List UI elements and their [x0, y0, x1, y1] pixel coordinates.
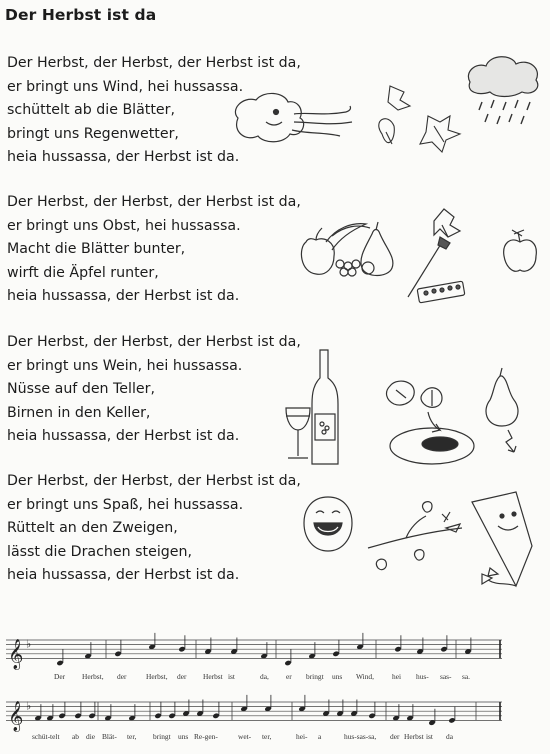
- falling-leaves-illustration: [370, 82, 470, 164]
- lyric-syllable: ter,: [262, 732, 272, 741]
- lyric-syllable: der: [390, 732, 400, 741]
- lyric-syllable: Blät-: [102, 732, 117, 741]
- lyric-syllable: hus-sas-sa,: [344, 732, 377, 741]
- music-staff-1: [6, 630, 502, 682]
- lyric-syllable: da: [446, 732, 453, 741]
- verse-line: bringt uns Regenwetter,: [7, 125, 179, 142]
- verse-line: er bringt uns Obst, hei hussassa.: [7, 217, 241, 234]
- kite-branch-illustration: [366, 488, 548, 590]
- lyric-syllable: ist: [228, 672, 235, 681]
- verse-line: Der Herbst, der Herbst, der Herbst ist da,: [7, 55, 301, 71]
- lyric-syllable: er: [286, 672, 292, 681]
- lyric-syllable: bringt: [153, 732, 171, 741]
- verse-line: er bringt uns Wein, hei hussassa.: [7, 357, 243, 374]
- lyric-syllable: ist: [426, 732, 433, 741]
- verse-line: heia hussassa, der Herbst ist da.: [7, 567, 240, 584]
- pear-illustration: [480, 366, 540, 466]
- lyric-syllable: Re-gen-: [194, 732, 218, 741]
- lyric-syllable: Herbst: [404, 732, 424, 741]
- lyric-syllable: Der: [54, 672, 66, 681]
- verse-line: heia hussassa, der Herbst ist da.: [7, 428, 240, 445]
- lyric-syllable: uns: [332, 672, 343, 681]
- lyric-syllable: a: [318, 732, 322, 741]
- verse-line: er bringt uns Spaß, hei hussassa.: [7, 496, 244, 513]
- flat-sign-icon: ♭: [26, 699, 32, 713]
- verse-line: wirft die Äpfel runter,: [7, 264, 159, 281]
- verse-line: heia hussassa, der Herbst ist da.: [7, 288, 240, 305]
- verse-line: Birnen in den Keller,: [7, 404, 151, 421]
- verse-line: er bringt uns Wind, hei hussassa.: [7, 78, 244, 95]
- verse-line: Der Herbst, der Herbst, der Herbst ist da,: [7, 473, 301, 489]
- verse-line: lässt die Drachen steigen,: [7, 543, 193, 560]
- lyric-syllable: ab: [72, 732, 79, 741]
- lyric-syllable: sa.: [462, 672, 471, 681]
- lyric-syllable: ter,: [127, 732, 137, 741]
- treble-clef-icon: 𝄞: [8, 701, 24, 732]
- page-title: Der Herbst ist da: [5, 6, 157, 24]
- verse-3: [7, 331, 301, 449]
- verse-line: heia hussassa, der Herbst ist da.: [7, 149, 240, 166]
- verse-line: schüttelt ab die Blätter,: [7, 102, 176, 119]
- fruit-bundle-illustration: [296, 218, 406, 280]
- verse-line: Der Herbst, der Herbst, der Herbst ist da,: [7, 334, 301, 350]
- lyric-syllable: hei: [392, 672, 402, 681]
- flat-sign-icon: ♭: [26, 637, 32, 651]
- lyric-syllable: bringt: [306, 672, 324, 681]
- lyric-syllable: uns: [178, 732, 189, 741]
- verse-line: Nüsse auf den Teller,: [7, 381, 155, 398]
- verse-line: Der Herbst, der Herbst, der Herbst ist da,: [7, 194, 301, 210]
- paintbrush-illustration: [404, 205, 470, 305]
- verse-line: Macht die Blätter bunter,: [7, 241, 186, 258]
- lyric-syllable: da,: [260, 672, 269, 681]
- lyric-syllable: Herbst,: [82, 672, 104, 681]
- lyric-syllable: sas-: [440, 672, 452, 681]
- lyric-syllable: die: [86, 732, 96, 741]
- lyric-syllable: hei-: [296, 732, 308, 741]
- treble-clef-icon: 𝄞: [8, 639, 24, 670]
- laughing-face-illustration: [300, 493, 356, 557]
- lyric-syllable: hus-: [416, 672, 429, 681]
- verse-line: Rüttelt an den Zweigen,: [7, 520, 178, 537]
- verse-4: [7, 470, 301, 588]
- lyric-syllable: der: [117, 672, 127, 681]
- lyric-syllable: wet-: [238, 732, 252, 741]
- lyric-syllable: schüt-telt: [32, 732, 60, 741]
- lyric-syllable: Herbst: [203, 672, 223, 681]
- wind-face-illustration: [228, 88, 358, 150]
- music-staff-2: [6, 692, 502, 744]
- lyric-syllable: Herbst,: [146, 672, 168, 681]
- verse-2: [7, 191, 301, 309]
- lyric-syllable: der: [177, 672, 187, 681]
- wine-bottle-illustration: [284, 348, 346, 470]
- lyric-syllable: Wind,: [356, 672, 374, 681]
- rain-cloud-illustration: [462, 52, 546, 132]
- apple-illustration: [500, 228, 540, 276]
- nuts-on-plate-illustration: [382, 378, 478, 470]
